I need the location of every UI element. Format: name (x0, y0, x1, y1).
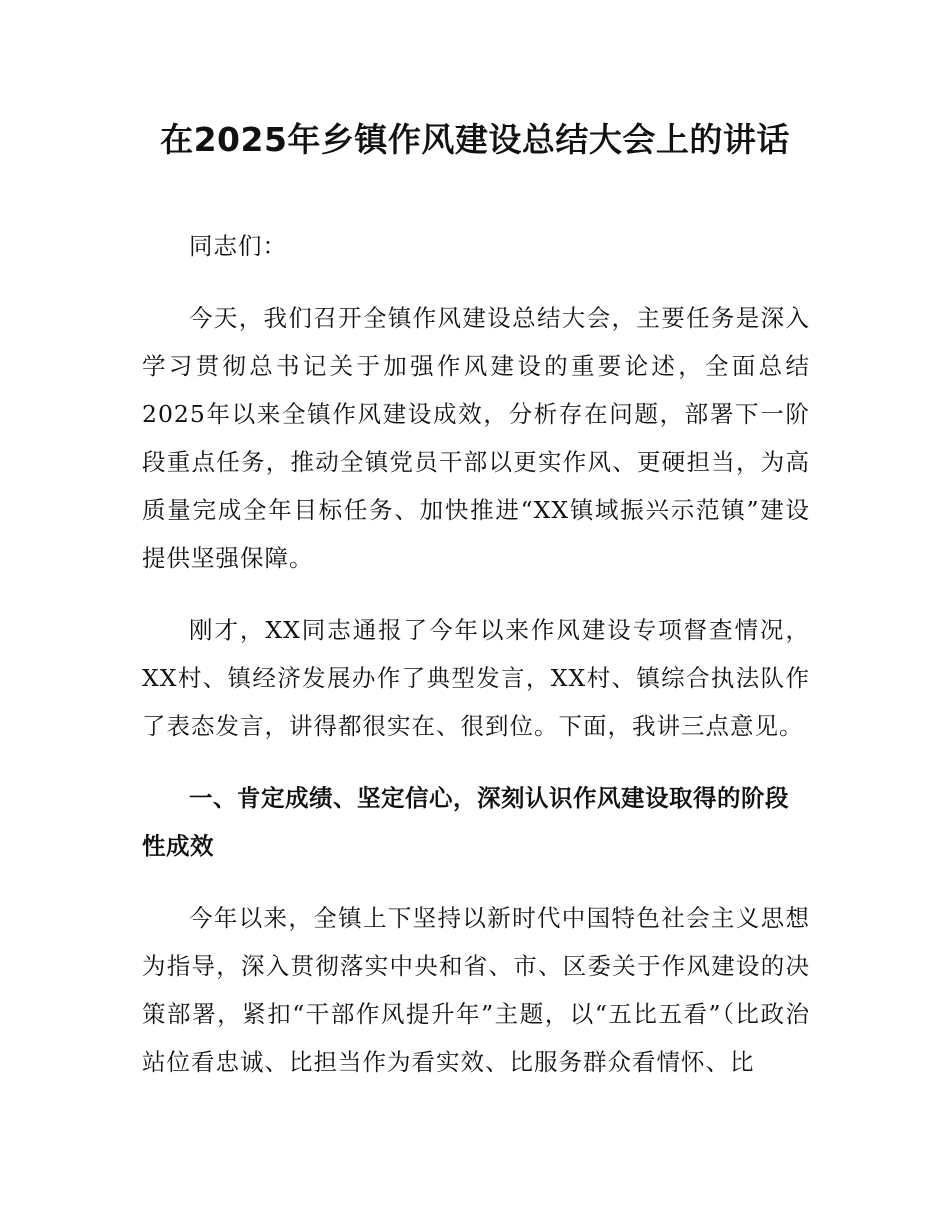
salutation: 同志们： (189, 232, 287, 260)
body-paragraph: 刚才，XX同志通报了今年以来作风建设专项督查情况，XX村、镇经济发展办作了典型发言，XX村、镇综合执法队作了表态发言，讲得都很实在、很到位。下面，我讲三点意见。 (142, 616, 810, 740)
section-heading: 一、肯定成绩、坚定信心，深刻认识作风建设取得的阶段性成效 (142, 784, 789, 860)
document-body (142, 222, 810, 1110)
section-paragraph: 今年以来，全镇上下坚持以新时代中国特色社会主义思想为指导，深入贯彻落实中央和省、市、区委关于作风建设的决策部署，紧扣“干部作风提升年”主题，以“五比五看”（比政治站位看忠诚、比担当作为看实效、比服务群众看情怀、比 (142, 904, 810, 1076)
document-title: 在2025年乡镇作风建设总结大会上的讲话 (160, 120, 790, 159)
body-paragraph: 今天，我们召开全镇作风建设总结大会，主要任务是深入学习贯彻总书记关于加强作风建设的重要论述，全面总结2025年以来全镇作风建设成效，分析存在问题，部署下一阶段重点任务，推动全镇党员干部以更实作风、更硬担当，为高质量完成全年目标任务、加快推进“XX镇域振兴示范镇”建设提供坚强保障。 (142, 304, 810, 572)
